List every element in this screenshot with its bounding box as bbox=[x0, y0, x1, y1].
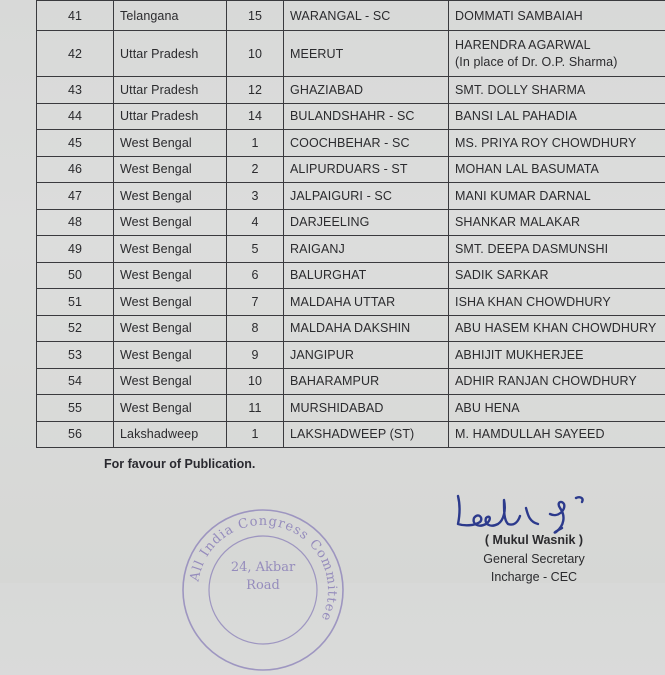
state-text: West Bengal bbox=[120, 189, 192, 203]
constituency-name-cell bbox=[284, 103, 449, 130]
constituency-number-text: 2 bbox=[251, 162, 258, 176]
constituency-name-text: MURSHIDABAD bbox=[290, 401, 383, 415]
constituency-number-cell bbox=[227, 183, 284, 210]
table-row bbox=[37, 315, 665, 342]
state-cell bbox=[114, 183, 227, 210]
constituency-name-text: WARANGAL - SC bbox=[290, 9, 390, 23]
serial-number-text: 51 bbox=[68, 295, 82, 309]
constituency-name-text: RAIGANJ bbox=[290, 242, 345, 256]
serial-number-cell bbox=[37, 130, 114, 157]
signer-title: General Secretary bbox=[480, 550, 588, 569]
constituency-number-cell bbox=[227, 368, 284, 395]
stamp-line-1: 24, Akbar bbox=[231, 560, 296, 575]
table-row bbox=[37, 103, 665, 130]
candidate-name-cell bbox=[449, 236, 665, 263]
candidate-name-text: ABU HENA bbox=[455, 401, 520, 415]
constituency-number-cell bbox=[227, 421, 284, 448]
candidate-name-cell bbox=[449, 262, 665, 289]
state-cell bbox=[114, 209, 227, 236]
serial-number-cell bbox=[37, 342, 114, 369]
constituency-number-text: 4 bbox=[251, 215, 258, 229]
state-cell bbox=[114, 421, 227, 448]
state-text: West Bengal bbox=[120, 348, 192, 362]
state-text: Uttar Pradesh bbox=[120, 109, 198, 123]
table-row bbox=[37, 368, 665, 395]
candidate-name-cell bbox=[449, 1, 665, 31]
candidate-name-text: BANSI LAL PAHADIA bbox=[455, 109, 577, 123]
candidate-name-cell bbox=[449, 342, 665, 369]
serial-number-cell bbox=[37, 289, 114, 316]
candidate-note-text: (In place of Dr. O.P. Sharma) bbox=[455, 55, 665, 69]
constituency-number-text: 10 bbox=[248, 47, 262, 61]
constituency-name-text: BULANDSHAHR - SC bbox=[290, 109, 415, 123]
table-row bbox=[37, 395, 665, 422]
serial-number-text: 54 bbox=[68, 374, 82, 388]
signer-block bbox=[480, 531, 588, 587]
serial-number-text: 47 bbox=[68, 189, 82, 203]
serial-number-text: 52 bbox=[68, 321, 82, 335]
state-text: West Bengal bbox=[120, 215, 192, 229]
state-text: Lakshadweep bbox=[120, 427, 198, 441]
constituency-name-cell bbox=[284, 77, 449, 104]
state-cell bbox=[114, 130, 227, 157]
serial-number-cell bbox=[37, 395, 114, 422]
constituency-number-text: 8 bbox=[251, 321, 258, 335]
state-cell bbox=[114, 77, 227, 104]
serial-number-text: 42 bbox=[68, 47, 82, 61]
constituency-name-cell bbox=[284, 315, 449, 342]
candidate-name-cell bbox=[449, 156, 665, 183]
state-text: West Bengal bbox=[120, 162, 192, 176]
constituency-name-cell bbox=[284, 1, 449, 31]
state-text: Uttar Pradesh bbox=[120, 83, 198, 97]
candidate-name-text: MANI KUMAR DARNAL bbox=[455, 189, 591, 203]
state-text: Uttar Pradesh bbox=[120, 47, 198, 61]
serial-number-text: 53 bbox=[68, 348, 82, 362]
constituency-name-text: ALIPURDUARS - ST bbox=[290, 162, 408, 176]
state-cell bbox=[114, 156, 227, 183]
candidate-name-cell bbox=[449, 31, 665, 77]
constituency-number-text: 6 bbox=[251, 268, 258, 282]
candidate-name-cell bbox=[449, 395, 665, 422]
state-text: West Bengal bbox=[120, 295, 192, 309]
state-cell bbox=[114, 1, 227, 31]
constituency-number-text: 11 bbox=[248, 401, 261, 415]
constituency-number-text: 14 bbox=[248, 109, 262, 123]
candidate-name-text: ISHA KHAN CHOWDHURY bbox=[455, 295, 611, 309]
constituency-name-cell bbox=[284, 342, 449, 369]
constituency-number-text: 1 bbox=[251, 427, 258, 441]
constituency-name-cell bbox=[284, 289, 449, 316]
constituency-number-cell bbox=[227, 103, 284, 130]
constituency-number-cell bbox=[227, 236, 284, 263]
candidate-name-text: SMT. DEEPA DASMUNSHI bbox=[455, 242, 608, 256]
constituency-number-text: 15 bbox=[248, 9, 262, 23]
candidate-name-text: SHANKAR MALAKAR bbox=[455, 215, 580, 229]
serial-number-text: 43 bbox=[68, 83, 82, 97]
table-row bbox=[37, 289, 665, 316]
candidate-name-cell bbox=[449, 289, 665, 316]
serial-number-text: 55 bbox=[68, 401, 82, 415]
constituency-number-text: 9 bbox=[251, 348, 258, 362]
constituency-number-cell bbox=[227, 342, 284, 369]
constituency-name-text: COOCHBEHAR - SC bbox=[290, 136, 410, 150]
table-row bbox=[37, 262, 665, 289]
state-cell bbox=[114, 315, 227, 342]
serial-number-cell bbox=[37, 31, 114, 77]
state-text: West Bengal bbox=[120, 321, 192, 335]
constituency-name-text: JANGIPUR bbox=[290, 348, 354, 362]
state-cell bbox=[114, 368, 227, 395]
table-row bbox=[37, 31, 665, 77]
constituency-name-text: JALPAIGURI - SC bbox=[290, 189, 392, 203]
serial-number-text: 56 bbox=[68, 427, 82, 441]
serial-number-cell bbox=[37, 77, 114, 104]
serial-number-cell bbox=[37, 1, 114, 31]
serial-number-cell bbox=[37, 315, 114, 342]
constituency-name-cell bbox=[284, 156, 449, 183]
state-text: West Bengal bbox=[120, 242, 192, 256]
serial-number-cell bbox=[37, 262, 114, 289]
candidate-name-cell bbox=[449, 183, 665, 210]
constituency-name-cell bbox=[284, 209, 449, 236]
candidate-name-cell bbox=[449, 103, 665, 130]
candidate-table bbox=[36, 0, 665, 448]
candidate-name-cell bbox=[449, 77, 665, 104]
state-cell bbox=[114, 342, 227, 369]
constituency-number-cell bbox=[227, 395, 284, 422]
candidate-name-cell bbox=[449, 421, 665, 448]
serial-number-cell bbox=[37, 421, 114, 448]
serial-number-text: 45 bbox=[68, 136, 82, 150]
constituency-name-text: LAKSHADWEEP (ST) bbox=[290, 427, 414, 441]
table-row bbox=[37, 421, 665, 448]
candidate-name-cell bbox=[449, 368, 665, 395]
constituency-number-text: 12 bbox=[248, 83, 262, 97]
table-row bbox=[37, 236, 665, 263]
serial-number-text: 49 bbox=[68, 242, 82, 256]
constituency-number-cell bbox=[227, 209, 284, 236]
serial-number-text: 46 bbox=[68, 162, 82, 176]
candidate-name-text: ABHIJIT MUKHERJEE bbox=[455, 348, 584, 362]
serial-number-text: 48 bbox=[68, 215, 82, 229]
constituency-name-text: MALDAHA DAKSHIN bbox=[290, 321, 410, 335]
constituency-name-cell bbox=[284, 368, 449, 395]
constituency-name-text: MEERUT bbox=[290, 47, 343, 61]
table-row bbox=[37, 1, 665, 31]
constituency-name-cell bbox=[284, 262, 449, 289]
constituency-number-text: 3 bbox=[251, 189, 258, 203]
serial-number-cell bbox=[37, 156, 114, 183]
stamp-ring-text: All India Congress Committee bbox=[187, 514, 339, 624]
state-cell bbox=[114, 289, 227, 316]
constituency-number-cell bbox=[227, 77, 284, 104]
serial-number-text: 50 bbox=[68, 268, 82, 282]
state-text: West Bengal bbox=[120, 374, 192, 388]
constituency-name-cell bbox=[284, 395, 449, 422]
constituency-number-cell bbox=[227, 130, 284, 157]
constituency-number-cell bbox=[227, 315, 284, 342]
serial-number-text: 44 bbox=[68, 109, 82, 123]
candidate-name-text: MS. PRIYA ROY CHOWDHURY bbox=[455, 136, 637, 150]
table-row bbox=[37, 183, 665, 210]
state-text: Telangana bbox=[120, 9, 179, 23]
constituency-number-cell bbox=[227, 1, 284, 31]
serial-number-cell bbox=[37, 103, 114, 130]
constituency-number-cell bbox=[227, 156, 284, 183]
candidate-name-text: MOHAN LAL BASUMATA bbox=[455, 162, 599, 176]
constituency-name-cell bbox=[284, 130, 449, 157]
candidate-name-text: ABU HASEM KHAN CHOWDHURY bbox=[455, 321, 657, 335]
constituency-name-cell bbox=[284, 31, 449, 77]
candidate-name-text: M. HAMDULLAH SAYEED bbox=[455, 427, 605, 441]
publication-note: For favour of Publication. bbox=[104, 457, 255, 471]
candidate-name-text: ADHIR RANJAN CHOWDHURY bbox=[455, 374, 637, 388]
state-text: West Bengal bbox=[120, 401, 192, 415]
constituency-number-text: 1 bbox=[251, 136, 258, 150]
signer-role: Incharge - CEC bbox=[480, 568, 588, 587]
state-cell bbox=[114, 395, 227, 422]
serial-number-cell bbox=[37, 236, 114, 263]
candidate-name-cell bbox=[449, 209, 665, 236]
candidate-name-text: DOMMATI SAMBAIAH bbox=[455, 9, 583, 23]
constituency-number-text: 5 bbox=[251, 242, 258, 256]
constituency-name-text: GHAZIABAD bbox=[290, 83, 363, 97]
constituency-name-cell bbox=[284, 236, 449, 263]
state-cell bbox=[114, 262, 227, 289]
state-cell bbox=[114, 31, 227, 77]
table-row bbox=[37, 77, 665, 104]
signer-name: ( Mukul Wasnik ) bbox=[480, 531, 588, 550]
constituency-name-text: BAHARAMPUR bbox=[290, 374, 379, 388]
constituency-name-text: BALURGHAT bbox=[290, 268, 366, 282]
constituency-number-text: 7 bbox=[251, 295, 258, 309]
table-row bbox=[37, 130, 665, 157]
constituency-number-cell bbox=[227, 289, 284, 316]
serial-number-cell bbox=[37, 183, 114, 210]
constituency-name-cell bbox=[284, 183, 449, 210]
office-stamp bbox=[178, 505, 348, 675]
candidate-name-text: SADIK SARKAR bbox=[455, 268, 549, 282]
state-cell bbox=[114, 236, 227, 263]
constituency-name-cell bbox=[284, 421, 449, 448]
candidate-name-text: HARENDRA AGARWAL bbox=[455, 38, 591, 52]
serial-number-cell bbox=[37, 209, 114, 236]
stamp-line-2: Road bbox=[246, 578, 280, 593]
candidate-name-cell bbox=[449, 315, 665, 342]
candidate-name-text: SMT. DOLLY SHARMA bbox=[455, 83, 585, 97]
table-row bbox=[37, 156, 665, 183]
constituency-number-cell bbox=[227, 262, 284, 289]
candidate-name-cell bbox=[449, 130, 665, 157]
constituency-number-cell bbox=[227, 31, 284, 77]
table-row bbox=[37, 209, 665, 236]
constituency-name-text: MALDAHA UTTAR bbox=[290, 295, 395, 309]
state-text: West Bengal bbox=[120, 136, 192, 150]
table-row bbox=[37, 342, 665, 369]
serial-number-text: 41 bbox=[68, 9, 82, 23]
constituency-number-text: 10 bbox=[248, 374, 262, 388]
state-cell bbox=[114, 103, 227, 130]
state-text: West Bengal bbox=[120, 268, 192, 282]
constituency-name-text: DARJEELING bbox=[290, 215, 370, 229]
serial-number-cell bbox=[37, 368, 114, 395]
